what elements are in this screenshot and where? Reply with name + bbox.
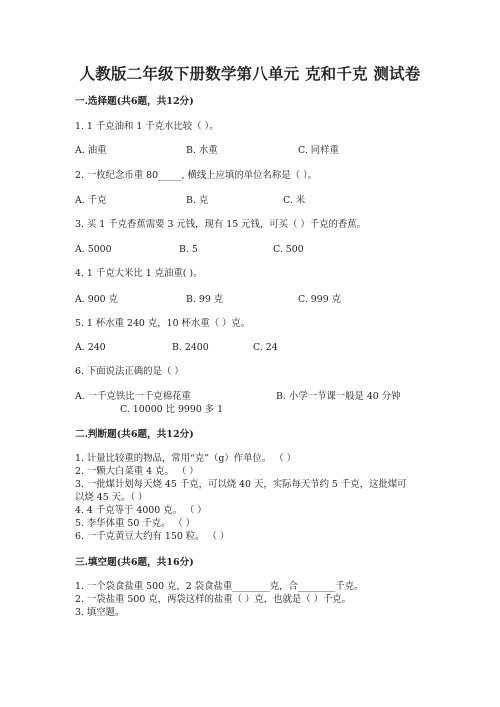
fill-item-1: 1. 一个袋食盐重 500 克，2 袋食盐重________克，合________千克。 — [75, 581, 364, 592]
judge-item-4: 4. 4 千克等于 4000 克。 （ ） — [75, 505, 207, 516]
q5-option-b: B. 2400 — [172, 342, 209, 353]
fill-item-2: 2. 一袋盐重 500 克，两袋这样的盐重（ ）克，也就是（ ）千克。 — [75, 594, 352, 605]
judge-item-6: 6. 一千克黄豆大约有 150 粒。 （ ） — [75, 531, 230, 542]
judge-item-3: 3. 一批煤计划每天烧 45 千克，可以烧 40 天，实际每天节约 5 千克，这批煤可 — [75, 479, 407, 490]
question-3: 3. 买 1 千克香蕉需要 3 元钱，现有 15 元钱，可买（ ）千克的香蕉。 — [75, 219, 367, 230]
q2-option-c: C. 米 — [283, 195, 306, 206]
q2-option-b: B. 克 — [186, 195, 209, 206]
q1-option-a: A. 油重 — [75, 145, 107, 156]
judge-item-3-cont: 以烧 45 天。（ ） — [75, 492, 148, 503]
question-1: 1. 1 千克油和 1 千克水比较（ ）。 — [75, 121, 219, 132]
q5-option-a: A. 240 — [75, 342, 106, 353]
q6-option-b: B. 小学一节课一般是 40 分钟 — [276, 391, 401, 402]
question-5: 5. 1 杯水重 240 克，10 杯水重（ ）克。 — [75, 318, 251, 329]
q3-option-c: C. 500 — [273, 244, 304, 255]
question-2: 2. 一枚纪念币重 80_____, 横线上应填的单位名称是（ ）。 — [75, 170, 318, 181]
q3-option-b: B. 5 — [179, 244, 198, 255]
question-6: 6. 下面说法正确的是（ ） — [75, 366, 184, 377]
q6-option-c: C. 10000 比 9990 多 1 — [120, 404, 224, 415]
section-heading-choice: 一.选择题(共6题，共12分) — [75, 96, 194, 107]
q6-option-a: A. 一千克铁比一千克棉花重 — [75, 391, 191, 402]
question-4: 4. 1 千克大米比 1 克油重( )。 — [75, 268, 203, 279]
page-title: 人教版二年级下册数学第八单元 克和千克 测试卷 — [79, 64, 421, 83]
q1-option-b: B. 水重 — [186, 145, 218, 156]
q4-option-c: C. 999 克 — [298, 294, 342, 305]
q1-option-c: C. 同样重 — [298, 145, 339, 156]
section-heading-fill: 三.填空题(共6题，共16分) — [75, 557, 194, 568]
judge-item-2: 2. 一颗大白菜重 4 克。 （ ） — [75, 466, 199, 477]
fill-item-3: 3. 填空题。 — [75, 607, 125, 618]
q2-option-a: A. 千克 — [75, 195, 107, 206]
section-heading-judge: 二.判断题(共6题，共12分) — [75, 429, 194, 440]
judge-item-1: 1. 计量比较重的物品，常用“克”（g）作单位。 （ ） — [75, 453, 296, 464]
q5-option-c: C. 24 — [253, 342, 278, 353]
q4-option-a: A. 900 克 — [75, 294, 118, 305]
q4-option-b: B. 99 克 — [186, 294, 224, 305]
judge-item-5: 5. 李华体重 50 千克。 （ ） — [75, 518, 196, 529]
q3-option-a: A. 5000 — [75, 244, 112, 255]
